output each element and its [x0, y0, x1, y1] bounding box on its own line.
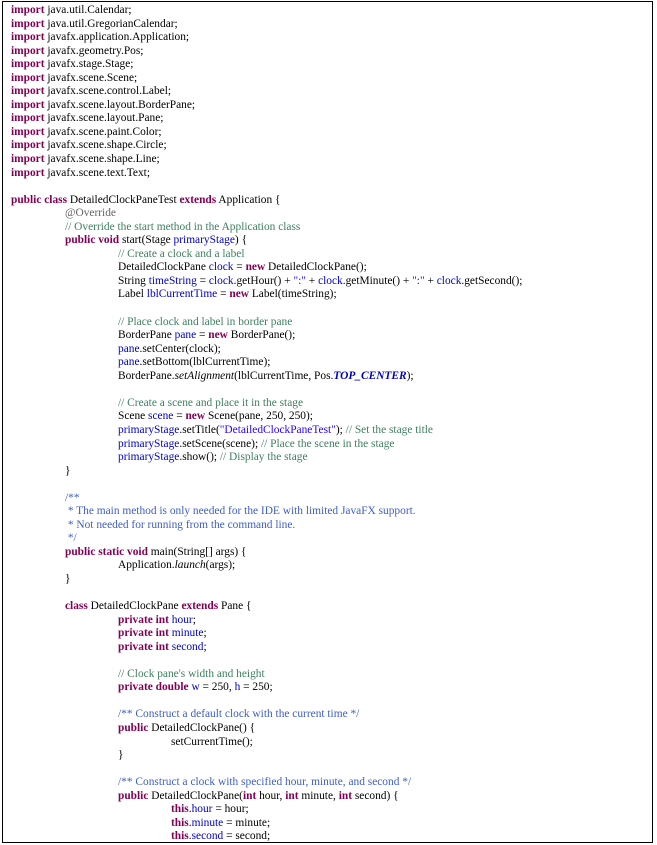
- code-token: h: [234, 681, 241, 694]
- code-token: +: [305, 274, 319, 287]
- code-token: setAlignment: [174, 369, 235, 382]
- code-token: (lblCurrentTime, Pos.: [234, 369, 334, 382]
- code-token: .getHour() +: [233, 274, 294, 287]
- code-token: public static void: [65, 545, 148, 558]
- code-token: // Create a clock and a label: [118, 247, 245, 260]
- code-token: second: [171, 640, 204, 653]
- code-token: javafx.stage.Stage;: [44, 58, 134, 71]
- code-token: "DetailedClockPaneTest": [219, 423, 336, 436]
- code-token: javafx.scene.text.Text;: [44, 166, 151, 179]
- code-token: second: [191, 830, 224, 843]
- code-line: [11, 817, 648, 831]
- code-line: [11, 207, 648, 221]
- code-line: [11, 194, 648, 208]
- code-token: .getSecond();: [461, 274, 523, 287]
- code-token: = hour;: [212, 803, 249, 816]
- code-token: w: [191, 681, 200, 694]
- code-token: main(String[] args) {: [147, 545, 247, 558]
- code-line: [11, 736, 648, 750]
- code-token: ;: [203, 627, 207, 640]
- code-line: [11, 681, 648, 695]
- code-token: primaryStage: [173, 234, 235, 247]
- code-token: DetailedClockPane(: [148, 789, 243, 802]
- code-token: java.util.GregorianCalendar;: [44, 17, 178, 30]
- code-token: .: [188, 803, 192, 816]
- code-token: new: [185, 410, 206, 423]
- code-token: BorderPane();: [227, 329, 296, 342]
- code-line: [11, 438, 648, 452]
- code-token: );: [335, 423, 346, 436]
- code-token: java.util.Calendar;: [44, 4, 132, 16]
- code-token: javafx.scene.Scene;: [44, 71, 138, 84]
- code-line: [11, 302, 648, 316]
- code-token: primaryStage: [118, 451, 180, 464]
- code-token: import: [11, 4, 45, 16]
- code-token: ) {: [234, 234, 248, 247]
- code-token: this: [171, 830, 189, 843]
- code-token: pane: [174, 329, 197, 342]
- code-line: [11, 261, 648, 275]
- code-token: ":": [412, 274, 425, 287]
- code-token: /** Construct a default clock with the current time */: [118, 708, 360, 721]
- code-listing-frame: [2, 1, 653, 843]
- code-token: BorderPane.: [118, 369, 175, 382]
- code-line: [11, 370, 648, 384]
- code-token: import: [11, 17, 45, 30]
- code-token: =: [196, 274, 209, 287]
- code-token: primaryStage: [118, 423, 180, 436]
- code-token: javafx.scene.layout.Pane;: [44, 112, 164, 125]
- code-token: import: [11, 31, 45, 44]
- code-line: [11, 126, 648, 140]
- code-token: Scene: [118, 410, 149, 423]
- code-token: @Override: [65, 207, 116, 220]
- code-token: import: [11, 98, 45, 111]
- code-line: [11, 112, 648, 126]
- code-token: = 250,: [199, 681, 235, 694]
- code-token: clock: [208, 274, 234, 287]
- code-token: Label: [118, 288, 147, 301]
- code-token: // Display the stage: [219, 451, 308, 464]
- code-token: private double: [118, 681, 189, 694]
- code-listing: [11, 4, 648, 843]
- code-token: import: [11, 139, 45, 152]
- code-token: clock: [318, 274, 343, 287]
- code-token: /** Construct a clock with specified hour, minute, and second */: [118, 776, 412, 789]
- code-token: =: [173, 410, 186, 423]
- code-token: = minute;: [223, 816, 271, 829]
- code-token: extends: [179, 193, 217, 206]
- code-token: import: [11, 85, 45, 98]
- code-token: BorderPane: [118, 329, 175, 342]
- code-line: [11, 600, 648, 614]
- code-token: lblCurrentTime: [146, 288, 218, 301]
- code-line: [11, 356, 648, 370]
- code-line: [11, 519, 648, 533]
- code-line: [11, 641, 648, 655]
- code-token: int: [338, 789, 353, 802]
- code-token: timeString: [148, 274, 197, 287]
- code-token: setCurrentTime();: [171, 735, 253, 748]
- code-token: clock: [208, 261, 234, 274]
- code-token: .setTitle(: [179, 423, 220, 436]
- code-token: import: [11, 71, 45, 84]
- code-line: [11, 139, 648, 153]
- code-line: [11, 708, 648, 722]
- code-line: [11, 695, 648, 709]
- code-token: minute,: [298, 789, 339, 802]
- code-token: hour: [191, 803, 213, 816]
- code-token: int: [285, 789, 299, 802]
- code-token: int: [242, 789, 257, 802]
- code-token: Application.: [118, 559, 175, 572]
- code-token: javafx.application.Application;: [44, 31, 190, 44]
- code-token: =: [196, 329, 209, 342]
- code-token: DetailedClockPane: [87, 600, 182, 613]
- code-line: [11, 275, 648, 289]
- code-token: (args);: [205, 559, 236, 572]
- code-token: DetailedClockPaneTest: [67, 193, 180, 206]
- code-line: [11, 31, 648, 45]
- code-line: [11, 627, 648, 641]
- code-token: launch: [174, 559, 206, 572]
- code-token: import: [11, 58, 45, 71]
- code-token: import: [11, 112, 45, 125]
- code-token: * Not needed for running from the command line.: [65, 518, 296, 531]
- code-line: [11, 505, 648, 519]
- code-token: private int: [118, 640, 169, 653]
- code-token: +: [424, 274, 437, 287]
- code-line: [11, 803, 648, 817]
- code-line: [11, 790, 648, 804]
- code-line: [11, 45, 648, 59]
- code-line: [11, 167, 648, 181]
- code-line: [11, 424, 648, 438]
- code-token: new: [229, 288, 249, 301]
- code-token: // Override the start method in the Application class: [65, 220, 301, 233]
- code-line: [11, 614, 648, 628]
- code-token: TOP_CENTER: [333, 369, 407, 382]
- code-line: [11, 329, 648, 343]
- code-token: this: [171, 803, 189, 816]
- code-line: [11, 559, 648, 573]
- code-token: // Place the scene in the stage: [260, 437, 395, 450]
- code-token: DetailedClockPane();: [265, 261, 367, 274]
- code-token: .setBottom(lblCurrentTime);: [139, 356, 271, 369]
- code-line: [11, 343, 648, 357]
- code-token: .: [188, 816, 192, 829]
- code-token: Scene(pane, 250, 250);: [205, 410, 313, 423]
- code-token: pane: [118, 356, 140, 369]
- code-line: [11, 654, 648, 668]
- code-line: [11, 532, 648, 546]
- code-token: minute: [171, 627, 204, 640]
- code-line: [11, 478, 648, 492]
- code-token: second) {: [352, 789, 399, 802]
- code-token: javafx.scene.paint.Color;: [44, 125, 162, 138]
- code-token: minute: [191, 816, 224, 829]
- code-line: [11, 830, 648, 843]
- code-token: */: [65, 532, 77, 545]
- code-line: [11, 180, 648, 194]
- code-token: javafx.geometry.Pos;: [44, 44, 144, 57]
- code-token: ;: [203, 640, 207, 653]
- code-token: Application {: [216, 193, 281, 206]
- code-token: DetailedClockPane() {: [148, 721, 256, 734]
- code-token: javafx.scene.layout.BorderPane;: [44, 98, 196, 111]
- code-line: [11, 153, 648, 167]
- code-token: hour,: [256, 789, 286, 802]
- code-line: [11, 234, 648, 248]
- code-token: javafx.scene.shape.Circle;: [44, 139, 167, 152]
- code-token: ":": [293, 274, 306, 287]
- code-token: primaryStage: [118, 437, 180, 450]
- code-line: [11, 451, 648, 465]
- code-line: [11, 492, 648, 506]
- code-token: this: [171, 816, 189, 829]
- code-token: .show();: [179, 451, 220, 464]
- code-token: new: [208, 329, 228, 342]
- code-token: clock: [436, 274, 462, 287]
- code-token: =: [217, 288, 230, 301]
- code-line: [11, 573, 648, 587]
- code-line: [11, 58, 648, 72]
- code-token: // Create a scene and place it in the stage: [118, 396, 304, 409]
- code-token: .setCenter(clock);: [139, 342, 221, 355]
- code-line: [11, 546, 648, 560]
- code-token: Label(timeString);: [249, 288, 337, 301]
- code-token: * The main method is only needed for the IDE with limited JavaFX support.: [65, 505, 416, 518]
- code-line: [11, 763, 648, 777]
- code-token: public class: [11, 193, 68, 206]
- code-line: [11, 383, 648, 397]
- code-token: Pane {: [218, 600, 252, 613]
- code-line: [11, 465, 648, 479]
- code-token: extends: [181, 600, 219, 613]
- code-line: [11, 587, 648, 601]
- code-line: [11, 248, 648, 262]
- code-line: [11, 18, 648, 32]
- code-token: }: [65, 464, 71, 477]
- code-token: import: [11, 125, 45, 138]
- code-token: = 250;: [240, 681, 273, 694]
- code-token: start(Stage: [119, 234, 174, 247]
- code-token: // Set the stage title: [345, 423, 433, 436]
- code-token: import: [11, 166, 45, 179]
- code-token: javafx.scene.shape.Line;: [44, 153, 160, 166]
- code-token: new: [245, 261, 266, 274]
- code-line: [11, 221, 648, 235]
- code-token: }: [118, 749, 124, 762]
- code-token: javafx.scene.control.Label;: [44, 85, 172, 98]
- code-line: [11, 99, 648, 113]
- code-line: [11, 749, 648, 763]
- code-line: [11, 776, 648, 790]
- code-token: public void: [65, 234, 120, 247]
- code-token: DetailedClockPane: [118, 261, 209, 274]
- code-token: /**: [65, 491, 80, 504]
- code-token: class: [65, 600, 88, 613]
- code-token: // Clock pane's width and height: [118, 667, 265, 680]
- code-token: ;: [192, 613, 196, 626]
- code-token: hour: [171, 613, 193, 626]
- code-token: }: [65, 572, 71, 585]
- code-token: .getMinute() +: [342, 274, 413, 287]
- code-line: [11, 722, 648, 736]
- code-token: .: [188, 830, 192, 843]
- code-token: private int: [118, 613, 169, 626]
- code-line: [11, 72, 648, 86]
- code-token: scene: [148, 410, 174, 423]
- code-token: import: [11, 153, 45, 166]
- code-line: [11, 410, 648, 424]
- code-token: // Place clock and label in border pane: [118, 315, 293, 328]
- code-token: public: [118, 721, 149, 734]
- code-token: private int: [118, 627, 169, 640]
- code-token: );: [406, 369, 414, 382]
- code-token: public: [118, 789, 149, 802]
- code-token: pane: [118, 342, 140, 355]
- code-token: import: [11, 44, 45, 57]
- code-line: [11, 397, 648, 411]
- code-token: String: [118, 274, 149, 287]
- code-token: =: [233, 261, 246, 274]
- code-token: = second;: [223, 830, 271, 843]
- code-line: [11, 85, 648, 99]
- code-token: .setScene(scene);: [179, 437, 261, 450]
- code-line: [11, 668, 648, 682]
- code-line: [11, 288, 648, 302]
- code-line: [11, 4, 648, 18]
- code-line: [11, 316, 648, 330]
